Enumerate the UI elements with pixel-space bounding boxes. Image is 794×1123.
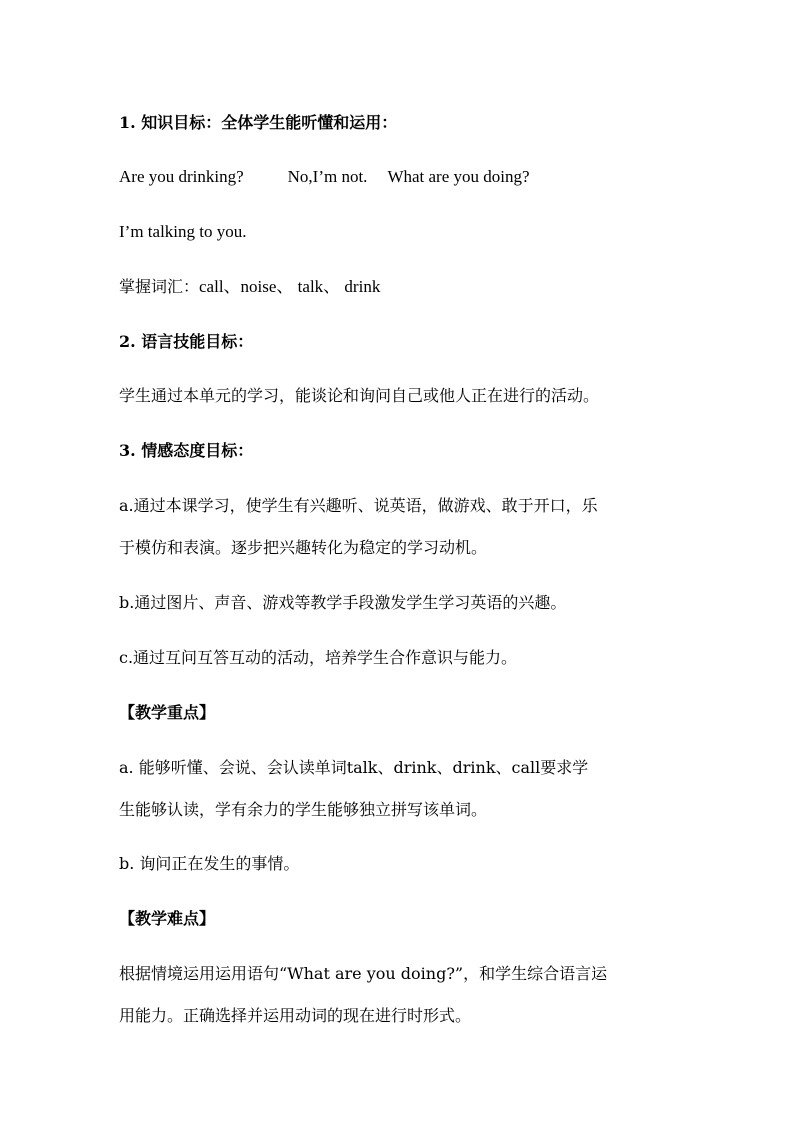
example-sentences-line — [119, 166, 679, 188]
sentence-q2: What are you doing? — [387, 167, 530, 186]
key-points-heading: 【教学重点】 — [119, 703, 216, 722]
key-a-line2: 生能够认读，学有余力的学生能够独立拼写该单词。 — [119, 800, 488, 819]
goal3-heading: 3. 情感态度目标： — [119, 441, 254, 460]
vocab-line — [119, 276, 679, 298]
sentence-a2: I’m talking to you. — [119, 222, 247, 241]
vocab-words: call、noise、 talk、 drink — [199, 277, 381, 296]
diff-line1: 根据情境运用运用语句“What are you doing?”，和学生综合语言运 — [119, 964, 608, 983]
item-b: b.通过图片、声音、游戏等教学手段激发学生学习英语的兴趣。 — [119, 593, 567, 612]
item-a-line2: 于模仿和表演。逐步把兴趣转化为稳定的学习动机。 — [119, 538, 488, 557]
vocab-label: 掌握词汇： — [119, 277, 200, 296]
difficulty-heading: 【教学难点】 — [119, 909, 216, 928]
goal2-text: 学生通过本单元的学习，能谈论和询问自己或他人正在进行的活动。 — [119, 386, 600, 405]
goal2-heading: 2. 语言技能目标： — [119, 332, 254, 351]
sentence-a1: No,I’m not. — [287, 167, 368, 186]
item-a-line1: a.通过本课学习，使学生有兴趣听、说英语，做游戏、敢于开口，乐 — [119, 496, 598, 515]
sentence-q1: Are you drinking? — [119, 167, 244, 186]
item-c: c.通过互问互答互动的活动，培养学生合作意识与能力。 — [119, 648, 518, 667]
key-a-line1: a. 能够听懂、会说、会认读单词talk、drink、drink、call要求学 — [119, 758, 589, 777]
goal1-heading: 1. 知识目标：全体学生能听懂和运用： — [119, 113, 398, 132]
key-b: b. 询问正在发生的事情。 — [119, 854, 300, 873]
diff-line2: 用能力。正确选择并运用动词的现在进行时形式。 — [119, 1006, 472, 1025]
